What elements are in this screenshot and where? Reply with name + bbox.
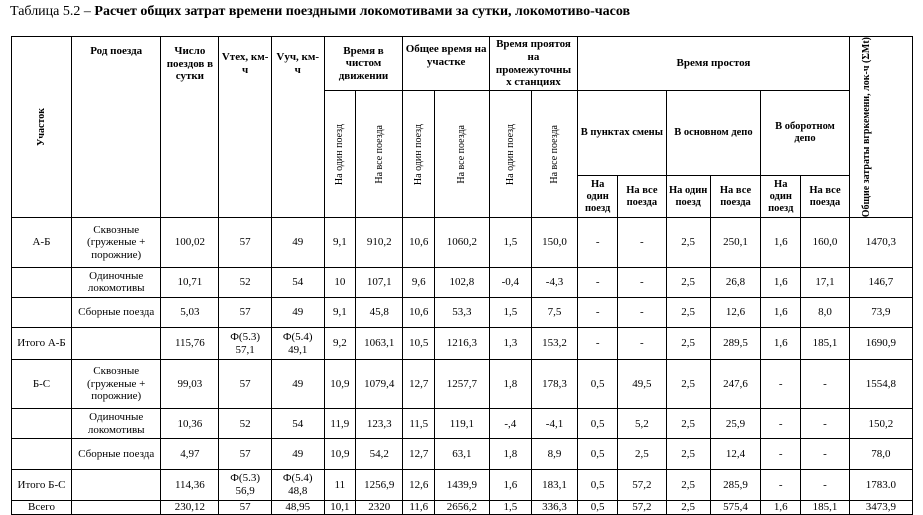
table-row	[12, 469, 913, 500]
cell-value: 2,5	[666, 409, 710, 439]
cell-value: 107,1	[356, 267, 403, 297]
cell-value: -	[801, 439, 849, 469]
cell-value: 2,5	[618, 439, 666, 469]
table-row	[12, 267, 913, 297]
cell-value: -	[578, 328, 618, 359]
table-row	[12, 439, 913, 469]
cell-train-count: 10,71	[161, 267, 219, 297]
cell-value: 78,0	[849, 439, 912, 469]
cell-section	[12, 439, 72, 469]
cell-v-uch: 49	[271, 218, 324, 268]
cell-value: 1063,1	[356, 328, 403, 359]
header-per-train: На один поезд	[324, 91, 356, 218]
cell-value: 12,7	[403, 359, 435, 409]
cell-value: 1,5	[489, 501, 531, 515]
cell-value: 63,1	[435, 439, 490, 469]
header-train-type: Род поезда	[71, 37, 160, 218]
cell-value: 1439,9	[435, 469, 490, 500]
header-pure-motion: Время в чистом движении	[324, 37, 403, 91]
header-all-trains: На все поезда	[801, 176, 849, 218]
cell-v-uch: 48,95	[271, 501, 324, 515]
header-per-train: На один поезд	[489, 91, 531, 218]
cell-value: 9,2	[324, 328, 356, 359]
cell-train-type: Сквозные (груженые + порожние)	[71, 218, 160, 268]
cell-value: 2,5	[666, 218, 710, 268]
header-per-train: На один поезд	[578, 176, 618, 218]
header-total-section: Общее время на участке	[403, 37, 489, 91]
cell-value: 11	[324, 469, 356, 500]
cell-value: 1,6	[761, 218, 801, 268]
cell-value: 0,5	[578, 439, 618, 469]
cell-value: 1,3	[489, 328, 531, 359]
cell-v-uch: 54	[271, 409, 324, 439]
cell-train-type: Одиночные локомотивы	[71, 409, 160, 439]
table-row	[12, 218, 913, 268]
cell-value: 146,7	[849, 267, 912, 297]
header-turnaround-depot: В оборотном депо	[761, 91, 849, 176]
cell-train-count: 99,03	[161, 359, 219, 409]
table-body	[12, 218, 913, 515]
cell-value: 185,1	[801, 328, 849, 359]
header-all-trains: На все поезда	[710, 176, 761, 218]
header-all-trains: На все поезда	[531, 91, 577, 218]
cell-train-count: 5,03	[161, 298, 219, 328]
cell-value: 2,5	[666, 501, 710, 515]
cell-value: 3473,9	[849, 501, 912, 515]
cell-value: 11,9	[324, 409, 356, 439]
cell-v-tech: 57	[219, 439, 272, 469]
header-all-trains: На все поезда	[618, 176, 666, 218]
cell-train-type: Одиночные локомотивы	[71, 267, 160, 297]
locomotive-time-table	[11, 36, 913, 515]
cell-value: 9,1	[324, 218, 356, 268]
cell-value: 1079,4	[356, 359, 403, 409]
table-row	[12, 501, 913, 515]
cell-value: 2,5	[666, 359, 710, 409]
cell-value: 185,1	[801, 501, 849, 515]
cell-value: 1256,9	[356, 469, 403, 500]
header-per-train: На один поезд	[403, 91, 435, 218]
header-main-depot: В основном депо	[666, 91, 761, 176]
cell-value: 1,6	[489, 469, 531, 500]
cell-train-count: 4,97	[161, 439, 219, 469]
header-idle: Время простоя	[578, 37, 850, 91]
cell-value: -	[618, 298, 666, 328]
cell-v-uch: 49	[271, 439, 324, 469]
cell-train-count: 10,36	[161, 409, 219, 439]
cell-value: 575,4	[710, 501, 761, 515]
cell-v-uch: 49	[271, 359, 324, 409]
cell-value: 2656,2	[435, 501, 490, 515]
cell-train-count: 114,36	[161, 469, 219, 500]
cell-value: 8,9	[531, 439, 577, 469]
cell-train-type	[71, 501, 160, 515]
cell-value: 10,9	[324, 439, 356, 469]
cell-section: Итого Б-С	[12, 469, 72, 500]
cell-value: -	[761, 409, 801, 439]
cell-value: 0,5	[578, 469, 618, 500]
cell-value: 1,6	[761, 501, 801, 515]
cell-value: -4,3	[531, 267, 577, 297]
cell-value: 10	[324, 267, 356, 297]
cell-value: 2,5	[666, 439, 710, 469]
cell-value: 183,1	[531, 469, 577, 500]
cell-value: 0,5	[578, 501, 618, 515]
cell-value: 1,5	[489, 218, 531, 268]
cell-section	[12, 298, 72, 328]
cell-value: -0,4	[489, 267, 531, 297]
cell-value: 1,6	[761, 328, 801, 359]
header-all-trains: На все поезда	[435, 91, 490, 218]
cell-value: 10,6	[403, 298, 435, 328]
cell-v-tech: 52	[219, 409, 272, 439]
cell-value: 53,3	[435, 298, 490, 328]
cell-value: -	[578, 267, 618, 297]
cell-value: 10,6	[403, 218, 435, 268]
cell-value: 123,3	[356, 409, 403, 439]
cell-train-count: 100,02	[161, 218, 219, 268]
cell-value: 1216,3	[435, 328, 490, 359]
cell-v-tech: 57	[219, 359, 272, 409]
cell-v-uch: Ф(5.4) 48,8	[271, 469, 324, 500]
cell-value: -	[578, 218, 618, 268]
header-train-count: Число поездов в сутки	[161, 37, 219, 218]
cell-value: 57,2	[618, 469, 666, 500]
header-per-train: На один поезд	[666, 176, 710, 218]
table-row	[12, 298, 913, 328]
cell-v-tech: 52	[219, 267, 272, 297]
header-intermediate: Время проятоя на промежуточны х станциях	[489, 37, 577, 91]
cell-value: 2,5	[666, 298, 710, 328]
cell-value: 12,6	[403, 469, 435, 500]
cell-value: 153,2	[531, 328, 577, 359]
cell-value: 1690,9	[849, 328, 912, 359]
cell-v-tech: Ф(5.3) 56,9	[219, 469, 272, 500]
cell-value: 0,5	[578, 359, 618, 409]
cell-value: 1,8	[489, 439, 531, 469]
cell-value: -,4	[489, 409, 531, 439]
cell-value: 1470,3	[849, 218, 912, 268]
cell-value: 0,5	[578, 409, 618, 439]
cell-value: 12,4	[710, 439, 761, 469]
cell-section: Б-С	[12, 359, 72, 409]
cell-value: 1,5	[489, 298, 531, 328]
cell-train-type	[71, 469, 160, 500]
cell-train-type: Сборные поезда	[71, 298, 160, 328]
cell-value: -4,1	[531, 409, 577, 439]
cell-section: А-Б	[12, 218, 72, 268]
cell-value: 54,2	[356, 439, 403, 469]
cell-value: 10,5	[403, 328, 435, 359]
cell-section	[12, 409, 72, 439]
cell-value: 178,3	[531, 359, 577, 409]
cell-v-tech: 57	[219, 501, 272, 515]
cell-value: 11,5	[403, 409, 435, 439]
caption-title: Расчет общих затрат времени поездными локомотивами за сутки, локомотиво-часов	[94, 4, 631, 19]
cell-value: 5,2	[618, 409, 666, 439]
cell-value: 9,6	[403, 267, 435, 297]
cell-section: Всего	[12, 501, 72, 515]
cell-value: 160,0	[801, 218, 849, 268]
table-row	[12, 359, 913, 409]
cell-value: 49,5	[618, 359, 666, 409]
caption-label: Таблица 5.2 –	[10, 4, 95, 19]
cell-value: 1,8	[489, 359, 531, 409]
cell-value: -	[761, 469, 801, 500]
cell-value: 25,9	[710, 409, 761, 439]
cell-value: 150,2	[849, 409, 912, 439]
header-v-uch: Vуч, км-ч	[271, 37, 324, 218]
cell-value: 1257,7	[435, 359, 490, 409]
table-row	[12, 328, 913, 359]
cell-value: 2,5	[666, 328, 710, 359]
cell-value: 119,1	[435, 409, 490, 439]
cell-value: -	[618, 218, 666, 268]
cell-value: 8,0	[801, 298, 849, 328]
cell-value: 247,6	[710, 359, 761, 409]
cell-value: 17,1	[801, 267, 849, 297]
cell-value: -	[761, 439, 801, 469]
cell-value: 12,7	[403, 439, 435, 469]
cell-v-uch: 49	[271, 298, 324, 328]
cell-v-tech: 57	[219, 218, 272, 268]
cell-train-type: Сборные поезда	[71, 439, 160, 469]
cell-value: 57,2	[618, 501, 666, 515]
cell-value: 45,8	[356, 298, 403, 328]
cell-value: 7,5	[531, 298, 577, 328]
cell-value: 10,1	[324, 501, 356, 515]
cell-value: 2,5	[666, 267, 710, 297]
cell-value: 9,1	[324, 298, 356, 328]
cell-value: -	[761, 359, 801, 409]
cell-value: -	[801, 409, 849, 439]
cell-value: 1554,8	[849, 359, 912, 409]
table-caption	[10, 4, 630, 20]
cell-v-uch: Ф(5.4) 49,1	[271, 328, 324, 359]
header-v-tech: Vтех, км-ч	[219, 37, 272, 218]
cell-value: 1,6	[761, 267, 801, 297]
cell-value: 2320	[356, 501, 403, 515]
cell-v-uch: 54	[271, 267, 324, 297]
cell-value: -	[578, 298, 618, 328]
cell-value: 285,9	[710, 469, 761, 500]
cell-value: 2,5	[666, 469, 710, 500]
cell-value: 1783.0	[849, 469, 912, 500]
cell-value: 910,2	[356, 218, 403, 268]
table-row	[12, 409, 913, 439]
header-section: Участок	[12, 37, 72, 218]
cell-value: 289,5	[710, 328, 761, 359]
cell-value: 11,6	[403, 501, 435, 515]
cell-value: 1060,2	[435, 218, 490, 268]
header-total-costs: Общие затраты вгркемени, лок-ч (ΣMt)	[849, 37, 912, 218]
header-per-train: На один поезд	[761, 176, 801, 218]
cell-value: 336,3	[531, 501, 577, 515]
cell-train-count: 115,76	[161, 328, 219, 359]
cell-train-count: 230,12	[161, 501, 219, 515]
cell-value: -	[801, 359, 849, 409]
cell-train-type	[71, 328, 160, 359]
cell-value: 10,9	[324, 359, 356, 409]
cell-train-type: Сквозные (груженые + порожние)	[71, 359, 160, 409]
header-shift-points: В пунктах смены	[578, 91, 666, 176]
header-all-trains: На все поезда	[356, 91, 403, 218]
cell-value: 73,9	[849, 298, 912, 328]
cell-value: 250,1	[710, 218, 761, 268]
cell-value: 1,6	[761, 298, 801, 328]
cell-value: -	[618, 328, 666, 359]
cell-value: -	[618, 267, 666, 297]
cell-value: 12,6	[710, 298, 761, 328]
cell-value: 26,8	[710, 267, 761, 297]
cell-value: -	[801, 469, 849, 500]
cell-v-tech: Ф(5.3) 57,1	[219, 328, 272, 359]
cell-section	[12, 267, 72, 297]
cell-value: 102,8	[435, 267, 490, 297]
cell-value: 150,0	[531, 218, 577, 268]
cell-section: Итого А-Б	[12, 328, 72, 359]
cell-v-tech: 57	[219, 298, 272, 328]
